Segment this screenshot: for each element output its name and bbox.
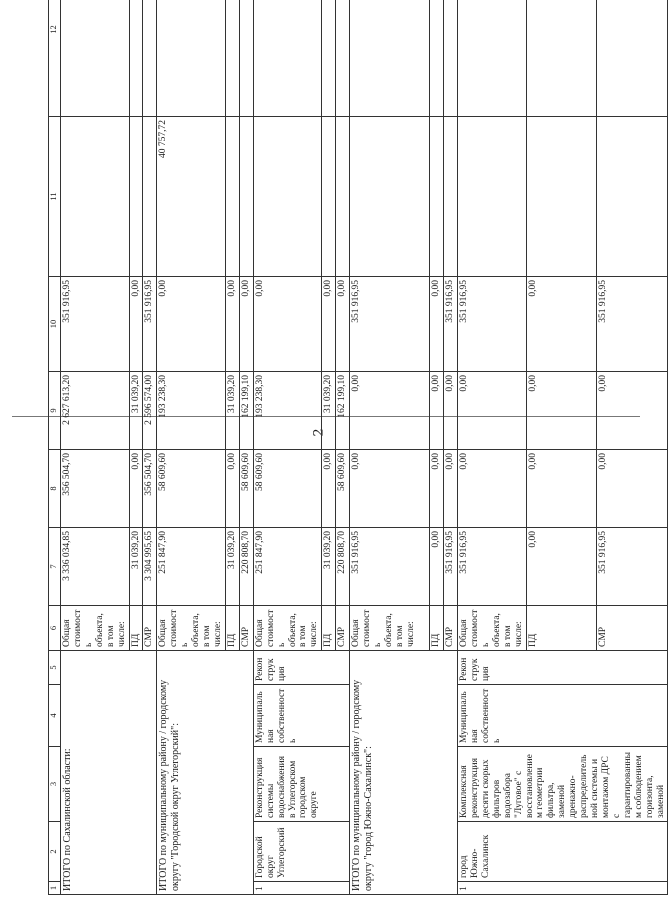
value-cell: 193 238,30 [157, 372, 226, 450]
value-cell: 0,00 [526, 277, 597, 372]
value-cell: 162 199,10 [336, 372, 350, 450]
indicator-cell: ПД [225, 606, 239, 651]
object-number: 1 [253, 882, 349, 895]
value-cell: 351 916,95 [350, 528, 430, 606]
indicator-cell: Общая стоимость объекта, в том числе: [457, 606, 526, 651]
header-cell: 11 [49, 117, 61, 277]
value-cell: 0,00 [526, 528, 597, 606]
header-cell: 12 [49, 0, 61, 117]
ownership-cell: Муниципальная собственность [253, 685, 349, 747]
value-cell: 251 847,90 [253, 528, 322, 606]
value-cell [61, 117, 130, 277]
value-cell: 0,00 [430, 277, 444, 372]
work-type-cell: Реконструкция [457, 651, 668, 685]
value-cell: 251 847,90 [157, 528, 226, 606]
value-cell: 0,00 [129, 450, 143, 528]
value-cell [322, 117, 336, 277]
value-cell: 351 916,95 [444, 277, 458, 372]
indicator-cell: СМР [143, 606, 157, 651]
indicator-cell: ПД [430, 606, 444, 651]
value-cell: 0,00 [526, 372, 597, 450]
indicator-cell: СМР [444, 606, 458, 651]
value-cell: 0,00 [430, 528, 444, 606]
header-cell: 3 [49, 747, 61, 822]
value-cell: 0,00 [129, 277, 143, 372]
value-cell: 0,00 [322, 450, 336, 528]
value-cell: 0,00 [457, 450, 526, 528]
value-cell: 351 916,95 [457, 528, 526, 606]
district-cell: Городской округ Углегорский [253, 822, 349, 882]
value-cell [61, 0, 130, 117]
value-cell: 0,00 [526, 450, 597, 528]
indicator-cell: СМР [597, 606, 668, 651]
value-cell [129, 0, 143, 117]
value-cell: 0,00 [157, 277, 226, 372]
value-cell: 351 916,95 [61, 277, 130, 372]
value-cell [526, 117, 597, 277]
value-cell: 31 039,20 [225, 528, 239, 606]
header-cell: 10 [49, 277, 61, 372]
value-cell [430, 117, 444, 277]
header-number-row [49, 0, 61, 895]
value-cell: 58 609,60 [157, 450, 226, 528]
indicator-cell: Общая стоимость объекта, в том числе: [350, 606, 430, 651]
value-cell [143, 117, 157, 277]
indicator-cell: Общая стоимость объекта, в том числе: [61, 606, 130, 651]
value-cell: 2 627 613,20 [61, 372, 130, 450]
value-cell [430, 0, 444, 117]
value-cell: 351 916,95 [143, 277, 157, 372]
value-cell [253, 0, 322, 117]
value-cell [253, 117, 322, 277]
value-cell: 0,00 [350, 450, 430, 528]
value-cell: 0,00 [336, 277, 350, 372]
value-cell [597, 0, 668, 117]
indicator-cell: СМР [336, 606, 350, 651]
value-cell: 0,00 [253, 277, 322, 372]
header-cell: 8 [49, 450, 61, 528]
value-cell [350, 0, 430, 117]
indicator-cell: Общая стоимость объекта, в том числе: [253, 606, 322, 651]
value-cell: 0,00 [430, 450, 444, 528]
value-cell: 220 808,70 [239, 528, 253, 606]
value-cell: 351 916,95 [597, 277, 668, 372]
value-cell: 0,00 [322, 277, 336, 372]
value-cell [526, 0, 597, 117]
value-cell: 220 808,70 [336, 528, 350, 606]
sakhalinsk-total-label: ИТОГО по муниципальному району / городскому округу "город Южно-Сахалинск": [350, 651, 458, 895]
table-row [253, 0, 322, 895]
value-cell: 58 609,60 [336, 450, 350, 528]
value-cell [225, 0, 239, 117]
indicator-cell: ПД [322, 606, 336, 651]
value-cell: 3 336 034,85 [61, 528, 130, 606]
value-cell [239, 117, 253, 277]
value-cell: 3 304 995,65 [143, 528, 157, 606]
value-cell: 351 916,95 [597, 528, 668, 606]
value-cell: 31 039,20 [129, 372, 143, 450]
header-cell: 9 [49, 372, 61, 450]
district-cell: город Южно-Сахалинск [457, 822, 668, 882]
value-cell: 0,00 [225, 277, 239, 372]
header-cell: 2 [49, 822, 61, 882]
table-row [457, 0, 526, 895]
value-cell: 31 039,20 [129, 528, 143, 606]
value-cell: 356 504,70 [143, 450, 157, 528]
value-cell [157, 0, 226, 117]
value-cell: 0,00 [239, 277, 253, 372]
value-cell: 162 199,10 [239, 372, 253, 450]
value-cell [457, 0, 526, 117]
value-cell: 356 504,70 [61, 450, 130, 528]
value-cell: 31 039,20 [322, 528, 336, 606]
object-name-cell: Реконструкция системы водоснабжения в Углегорском городском округе [253, 747, 349, 822]
value-cell [239, 0, 253, 117]
value-cell: 0,00 [597, 372, 668, 450]
value-cell [225, 117, 239, 277]
value-cell: 31 039,20 [225, 372, 239, 450]
table-row [350, 0, 430, 895]
page-number: 2 [311, 428, 327, 437]
value-cell [129, 117, 143, 277]
value-cell: 351 916,95 [444, 528, 458, 606]
value-cell: 0,00 [457, 372, 526, 450]
value-cell: 0,00 [350, 372, 430, 450]
table-row [61, 0, 130, 895]
value-cell [444, 117, 458, 277]
header-cell: 5 [49, 651, 61, 685]
header-cell: 4 [49, 685, 61, 747]
value-cell [336, 0, 350, 117]
value-cell: 31 039,20 [322, 372, 336, 450]
value-cell: 58 609,60 [239, 450, 253, 528]
indicator-cell: СМР [239, 606, 253, 651]
value-cell [350, 117, 430, 277]
value-cell: 351 916,95 [350, 277, 430, 372]
region-total-label: ИТОГО по Сахалинской области: [61, 651, 157, 895]
header-cell: 6 [49, 606, 61, 651]
rotated-table-container [48, 25, 666, 895]
indicator-cell: ПД [129, 606, 143, 651]
table-row [157, 0, 226, 895]
indicator-cell: Общая стоимость объекта, в том числе: [157, 606, 226, 651]
indicator-cell: ПД [526, 606, 597, 651]
value-cell [143, 0, 157, 117]
header-cell: 1 [49, 882, 61, 895]
uglegorsk-total-label: ИТОГО по муниципальному району / городскому округу "Городской округ Углегорский": [157, 651, 253, 895]
object-number: 1 [457, 882, 668, 895]
value-cell: 0,00 [597, 450, 668, 528]
value-cell [322, 0, 336, 117]
object-name-cell: Комплексная реконструкция десяти скорых фильтров водозабора "Луговое" с восстановлением геометрии фильтра, заменой дренажно-распределительной системы и монтажом ДРС с гарантированным соблюдением горизонта, заменой [457, 747, 668, 822]
value-cell: 58 609,60 [253, 450, 322, 528]
header-cell: 7 [49, 528, 61, 606]
object-list-table [48, 0, 668, 895]
value-cell: 351 916,95 [457, 277, 526, 372]
value-cell: 2 596 574,00 [143, 372, 157, 450]
value-cell: 193 238,30 [253, 372, 322, 450]
value-cell [457, 117, 526, 277]
value-cell: 0,00 [225, 450, 239, 528]
value-cell [336, 117, 350, 277]
value-cell [597, 117, 668, 277]
value-cell: 40 757,72 [157, 117, 226, 277]
value-cell [444, 0, 458, 117]
work-type-cell: Реконструкция [253, 651, 349, 685]
value-cell: 0,00 [444, 372, 458, 450]
ownership-cell: Муниципальная собственность [457, 685, 668, 747]
value-cell: 0,00 [444, 450, 458, 528]
value-cell: 0,00 [430, 372, 444, 450]
